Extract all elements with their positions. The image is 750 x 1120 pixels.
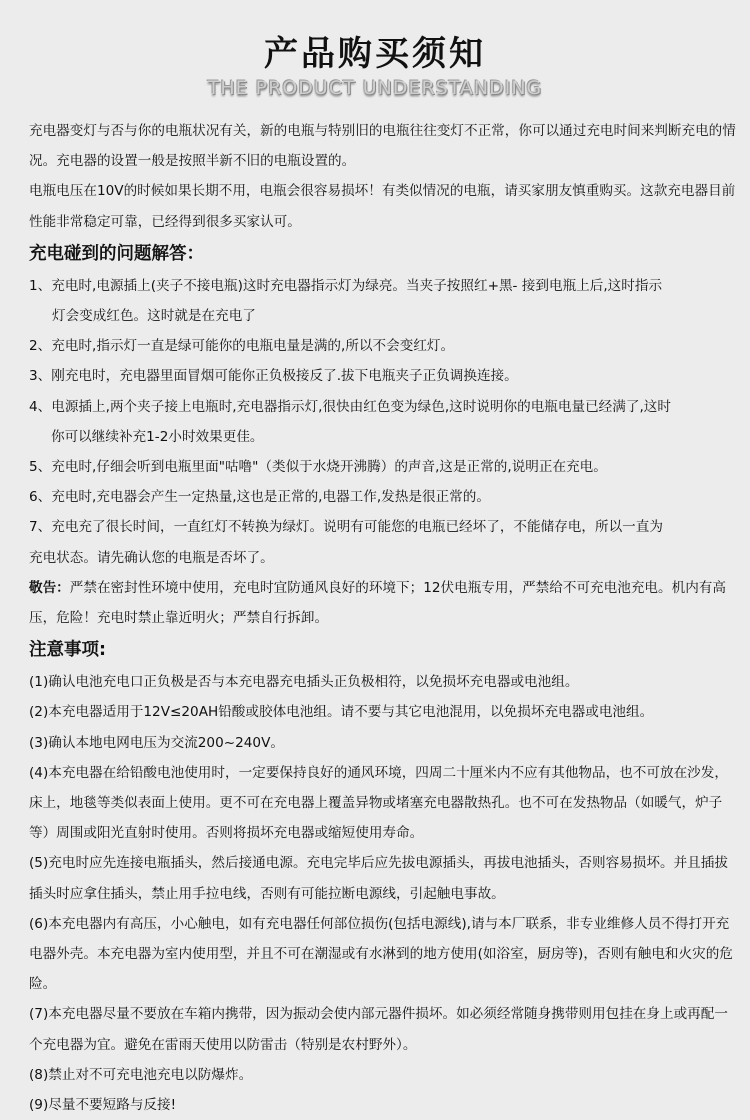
faq-item: 6、充电时,充电器会产生一定热量,这也是正常的,电器工作,发热是很正常的。	[29, 489, 490, 506]
faq-item-line: 灯会变成红色。这时就是在充电了	[52, 308, 256, 325]
faq-item-line: 充电状态。请先确认您的电瓶是否坏了。	[29, 549, 274, 566]
faq-item-line: 4、电源插上,两个夹子接上电瓶时,充电器指示灯,很快由红色变为绿色,这时说明你的电瓶电量已经满了,这时	[29, 398, 671, 415]
note-item: (5)充电时应先连接电瓶插头，然后接通电源。充电完毕后应先拔电源插头，再拔电池插头，否则容易损坏。并且插拔插头时应拿住插头，禁止用手拉电线，否则有可能拉断电源线，引起触电事故。	[29, 855, 728, 902]
intro-paragraph: 电瓶电压在10V的时候如果长期不用，电瓶会很容易损坏！有类似情况的电瓶，请买家朋友慎重购买。这款充电器目前性能非常稳定可靠，已经得到很多买家认可。	[29, 183, 736, 230]
notes-heading: 注意事项:	[29, 640, 106, 661]
note-item: (4)本充电器在给铅酸电池使用时，一定要保持良好的通风环境，四周二十厘米内不应有其他物品，也不可放在沙发，床上，地毯等类似表面上使用。更不可在充电器上覆盖异物或堵塞充电器散热孔。也不可在发热物品（如暖气，炉子等）周围或阳光直射时使用。否则将损坏充电器或缩短使用寿命。	[29, 764, 728, 842]
faq-item	[29, 512, 736, 572]
faq-heading: 充电碰到的问题解答：	[29, 243, 204, 264]
faq-item-line: 你可以继续补充1-2小时效果更佳。	[51, 428, 264, 445]
note-item: (9)尽量不要短路与反接!	[29, 1097, 177, 1114]
warning-paragraph	[29, 573, 736, 633]
page-title: 产品购买须知	[264, 34, 486, 74]
warning-label: 敬告：	[29, 579, 70, 596]
intro-paragraph: 充电器变灯与否与你的电瓶状况有关，新的电瓶与特别旧的电瓶往往变灯不正常，你可以通过充电时间来判断充电的情况。充电器的设置一般是按照半新不旧的电瓶设置的。	[29, 123, 736, 170]
faq-item	[29, 392, 736, 452]
faq-item-line: 1、充电时,电源插上(夹子不接电瓶)这时充电器指示灯为绿亮。当夹子按照红+黑- 接到电瓶上后,这时指示	[29, 277, 663, 294]
faq-item: 2、充电时,指示灯一直是绿可能你的电瓶电量是满的,所以不会变红灯。	[29, 338, 455, 355]
faq-item-line: 7、充电充了很长时间，一直红灯不转换为绿灯。说明有可能您的电瓶已经坏了，不能储存电，所以一直为	[29, 519, 663, 536]
note-item: (2)本充电器适用于12V≤20AH铅酸或胶体电池组。请不要与其它电池混用，以免损坏充电器或电池组。	[29, 704, 654, 721]
note-item: (8)禁止对不可充电池充电以防爆炸。	[29, 1066, 253, 1083]
note-item: (6)本充电器内有高压，小心触电，如有充电器任何部位损伤(包括电源线),请与本厂联系，非专业维修人员不得打开充电器外壳。本充电器为室内使用型，并且不可在潮湿或有水淋到的地方使用(如浴室，厨房等)，否则有触电和火灾的危险。	[29, 915, 733, 993]
note-item: (7)本充电器尽量不要放在车箱内携带，因为振动会使内部元器件损坏。如必须经常随身携带则用包挂在身上或再配一个充电器为宜。避免在雷雨天使用以防雷击（特别是农村野外）。	[29, 1006, 728, 1053]
faq-item: 3、刚充电时，充电器里面冒烟可能你正负极接反了.拔下电瓶夹子正负调换连接。	[29, 368, 518, 385]
faq-item: 5、充电时,仔细会听到电瓶里面"咕噜"（类似于水烧开沸腾）的声音,这是正常的,说明正在充电。	[29, 459, 607, 476]
note-item: (3)确认本地电网电压为交流200~240V。	[29, 734, 284, 751]
faq-item	[29, 271, 736, 331]
warning-text: 严禁在密封性环境中使用，充电时宜防通风良好的环境下；12伏电瓶专用，严禁给不可充电池充电。机内有高压，危险！充电时禁止靠近明火；严禁自行拆卸。	[29, 579, 726, 627]
content-body	[29, 116, 736, 1120]
note-item: (1)确认电池充电口正负极是否与本充电器充电插头正负极相符，以免损坏充电器或电池组。	[29, 674, 579, 691]
page-subtitle: THE PRODUCT UNDERSTANDING	[207, 77, 543, 99]
